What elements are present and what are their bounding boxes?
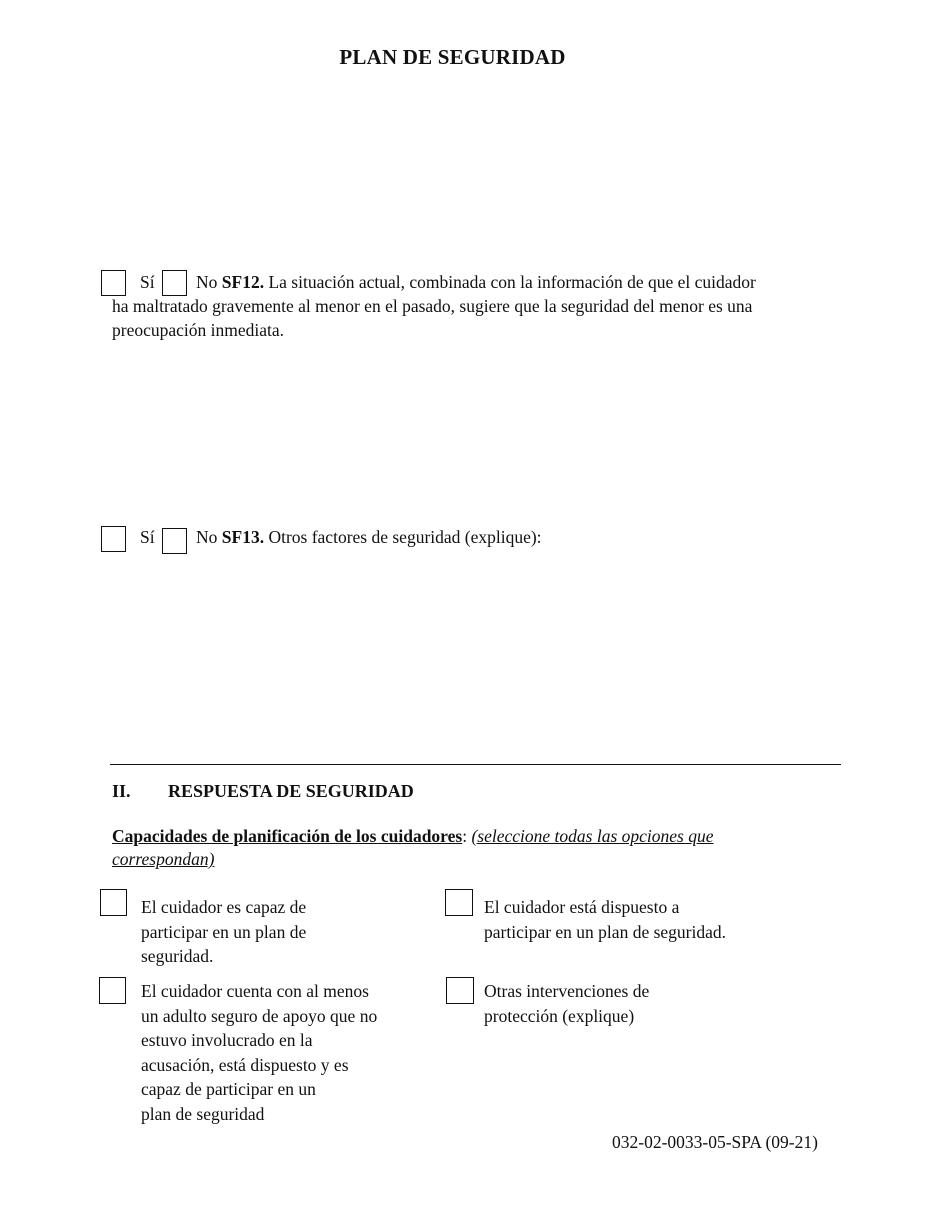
sf13-yes-checkbox[interactable]: [101, 526, 126, 552]
option-support-adult-text: [141, 979, 377, 1126]
sf12-text-line1: La situación actual, combinada con la información de que el cuidador: [268, 272, 756, 292]
sf12-question-line1: [196, 270, 756, 294]
sf12-yes-checkbox[interactable]: [101, 270, 126, 296]
option-other-text: [484, 979, 649, 1028]
sf13-no-checkbox[interactable]: [162, 528, 187, 554]
sf12-code: SF12.: [221, 272, 265, 292]
option-support-adult-line: plan de seguridad: [141, 1103, 265, 1124]
option-capable-checkbox[interactable]: [100, 889, 127, 916]
option-willing-line: participar en un plan de seguridad.: [484, 921, 726, 942]
sf13-yes-label: Sí: [140, 527, 155, 547]
option-support-adult-line: El cuidador cuenta con al menos: [141, 981, 369, 1001]
capabilities-instruction-line1: (seleccione todas las opciones que: [471, 826, 714, 846]
capabilities-title: Capacidades de planificación de los cuidadores: [112, 826, 463, 846]
sf12-no-checkbox[interactable]: [162, 270, 187, 296]
sf12-no-label: No: [196, 272, 218, 292]
option-willing-checkbox[interactable]: [445, 889, 473, 916]
capabilities-instruction-line2: correspondan): [112, 849, 215, 869]
option-support-adult-checkbox[interactable]: [99, 977, 126, 1004]
option-capable-text: [141, 895, 306, 969]
option-capable-line: seguridad.: [141, 946, 214, 966]
capabilities-heading: [112, 825, 772, 871]
option-willing-text: [484, 895, 726, 944]
option-support-adult-line: estuvo involucrado en la: [141, 1030, 313, 1050]
option-other-line: Otras intervenciones de: [484, 981, 650, 1001]
section-title: RESPUESTA DE SEGURIDAD: [168, 781, 414, 801]
page-title: PLAN DE SEGURIDAD: [339, 45, 566, 69]
option-capable-line: El cuidador es capaz de: [141, 897, 307, 917]
option-other-line: protección (explique): [484, 1005, 635, 1026]
sf13-code: SF13.: [221, 527, 265, 547]
form-number: 032-02-0033-05-SPA (09-21): [612, 1132, 818, 1152]
capabilities-colon: :: [462, 826, 468, 846]
option-support-adult-line: un adulto seguro de apoyo que no: [141, 1005, 378, 1026]
option-other-checkbox[interactable]: [446, 977, 474, 1004]
sf13-question: [196, 525, 542, 549]
sf13-text: Otros factores de seguridad (explique):: [268, 527, 542, 547]
section-divider: [110, 764, 841, 765]
sf12-text-line3: preocupación inmediata.: [112, 320, 285, 340]
sf13-no-label: No: [196, 527, 218, 547]
option-support-adult-line: capaz de participar en un: [141, 1079, 316, 1099]
option-support-adult-line: acusación, está dispuesto y es: [141, 1054, 349, 1075]
sf12-yes-label: Sí: [140, 272, 155, 292]
option-capable-line: participar en un plan de: [141, 921, 307, 942]
sf12-text-line2: ha maltratado gravemente al menor en el pasado, sugiere que la seguridad del menor es una: [112, 296, 753, 316]
option-willing-line: El cuidador está dispuesto a: [484, 897, 680, 917]
section-number: II.: [112, 781, 131, 801]
